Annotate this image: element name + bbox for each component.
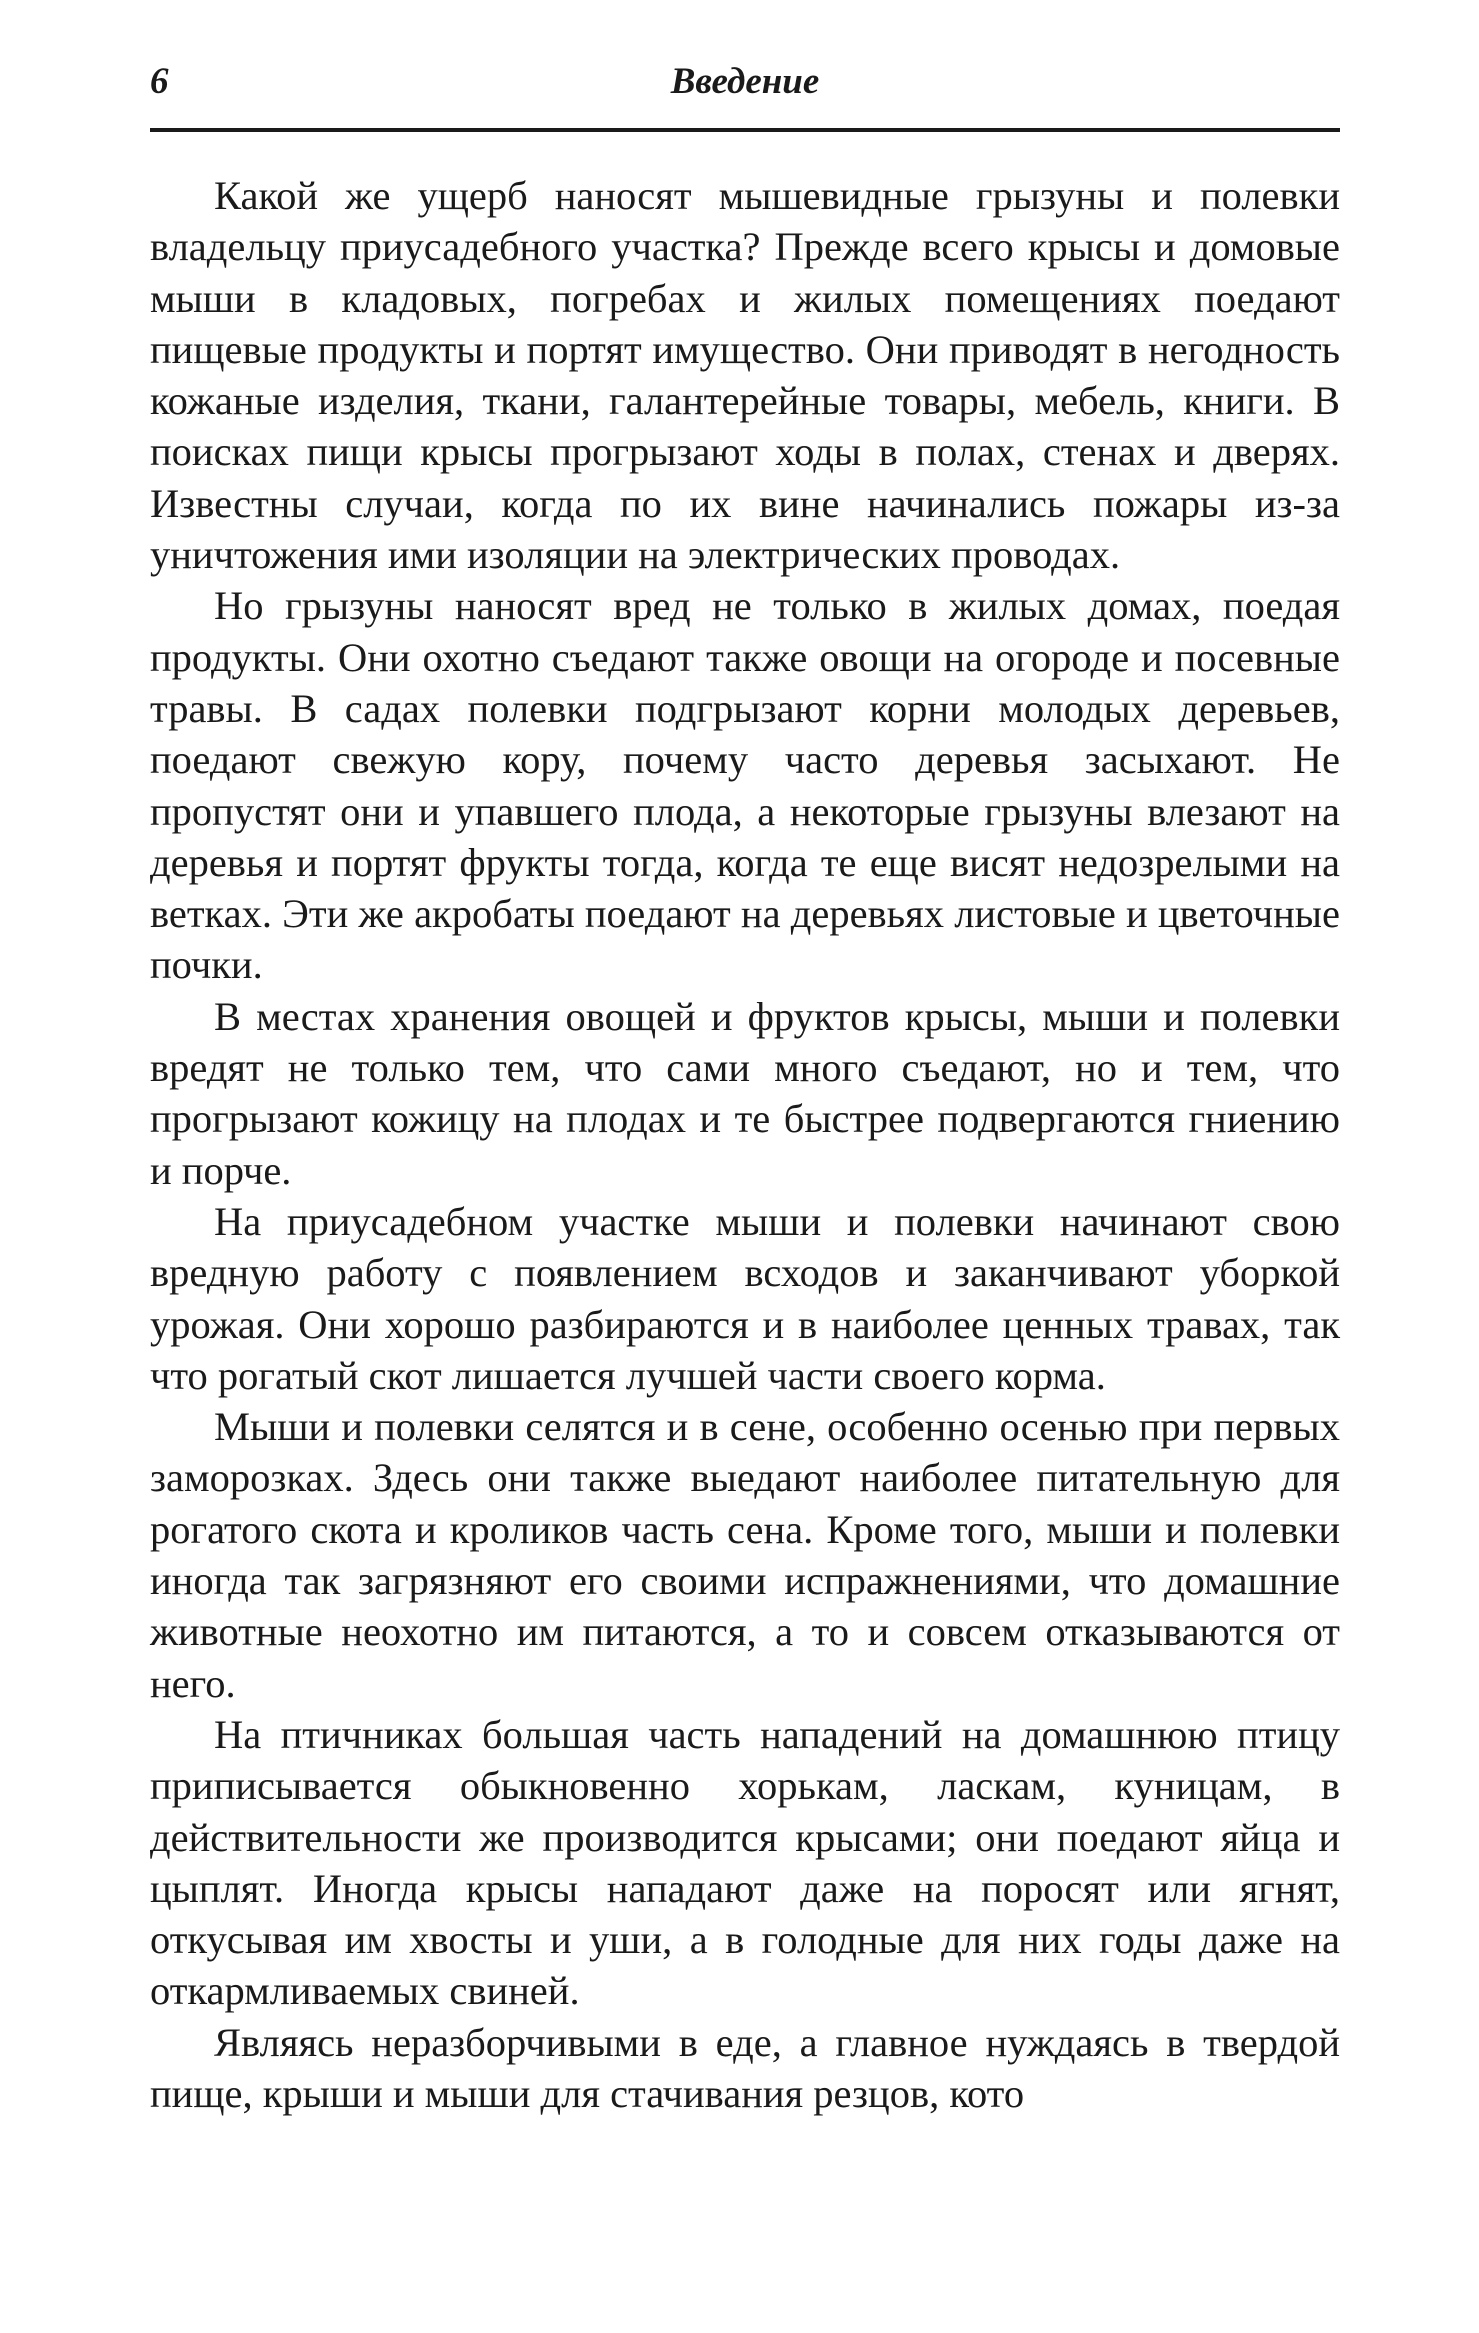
section-title: Введение	[670, 61, 820, 102]
paragraph: Являясь неразборчивыми в еде, а главное нуждаясь в твердой пище, крыши и мыши для стачивания резцов, кото	[150, 2019, 1340, 2116]
paragraph: На птичниках большая часть нападений на домашнюю птицу приписывается обыкновенно хорькам, ласкам, куницам, в действительности же производится крысами; они поедают яйца и цыплят. Иногда крысы нападают даже на поросят или ягнят, откусывая им хвосты и уши, а в голодные для них годы даже на откармливаемых свиней.	[150, 1711, 1340, 2014]
book-page	[150, 60, 1340, 2119]
paragraph: Какой же ущерб наносят мышевидные грызуны и полевки владельцу приусадебного участка? Прежде всего крысы и домовые мыши в кладовых, погребах и жилых помещениях поедают пищевые продукты и портят имущество. Они приводят в негодность кожаные изделия, ткани, галантерейные товары, мебель, книги. В поисках пищи крысы прогрызают ходы в полах, стенах и дверях. Известны случаи, когда по их вине начинались пожары из-за уничтожения ими изоляции на электрических проводах.	[150, 173, 1340, 578]
page-number: 6	[150, 61, 169, 102]
paragraph: В местах хранения овощей и фруктов крысы, мыши и полевки вредят не только тем, что сами много съедают, но и тем, что прогрызают кожицу на плодах и те быстрее подвергаются гниению и порче.	[150, 993, 1340, 1193]
paragraph: На приусадебном участке мыши и полевки начинают свою вредную работу с появлением всходов и заканчивают уборкой урожая. Они хорошо разбираются и в наиболее ценных травах, так что рогатый скот лишается лучшей части своего корма.	[150, 1198, 1340, 1398]
running-head	[150, 60, 1340, 110]
body-text	[150, 170, 1340, 2119]
header-rule	[150, 128, 1340, 132]
paragraph: Мыши и полевки селятся и в сене, особенно осенью при первых заморозках. Здесь они также выедают наиболее питательную для рогатого скота и кроликов часть сена. Кроме того, мыши и полевки иногда так загрязняют его своими испражнениями, что домашние животные неохотно им питаются, а то и совсем отказываются от него.	[150, 1404, 1340, 1706]
paragraph: Но грызуны наносят вред не только в жилых домах, поедая продукты. Они охотно съедают также овощи на огороде и посевные травы. В садах полевки подгрызают корни молодых деревьев, поедают свежую кору, почему часто деревья засыхают. Не пропустят они и упавшего плода, а некоторые грызуны влезают на деревья и портят фрукты тогда, когда те еще висят недозрелыми на ветках. Эти же акробаты поедают на деревьях листовые и цветочные почки.	[150, 583, 1340, 988]
